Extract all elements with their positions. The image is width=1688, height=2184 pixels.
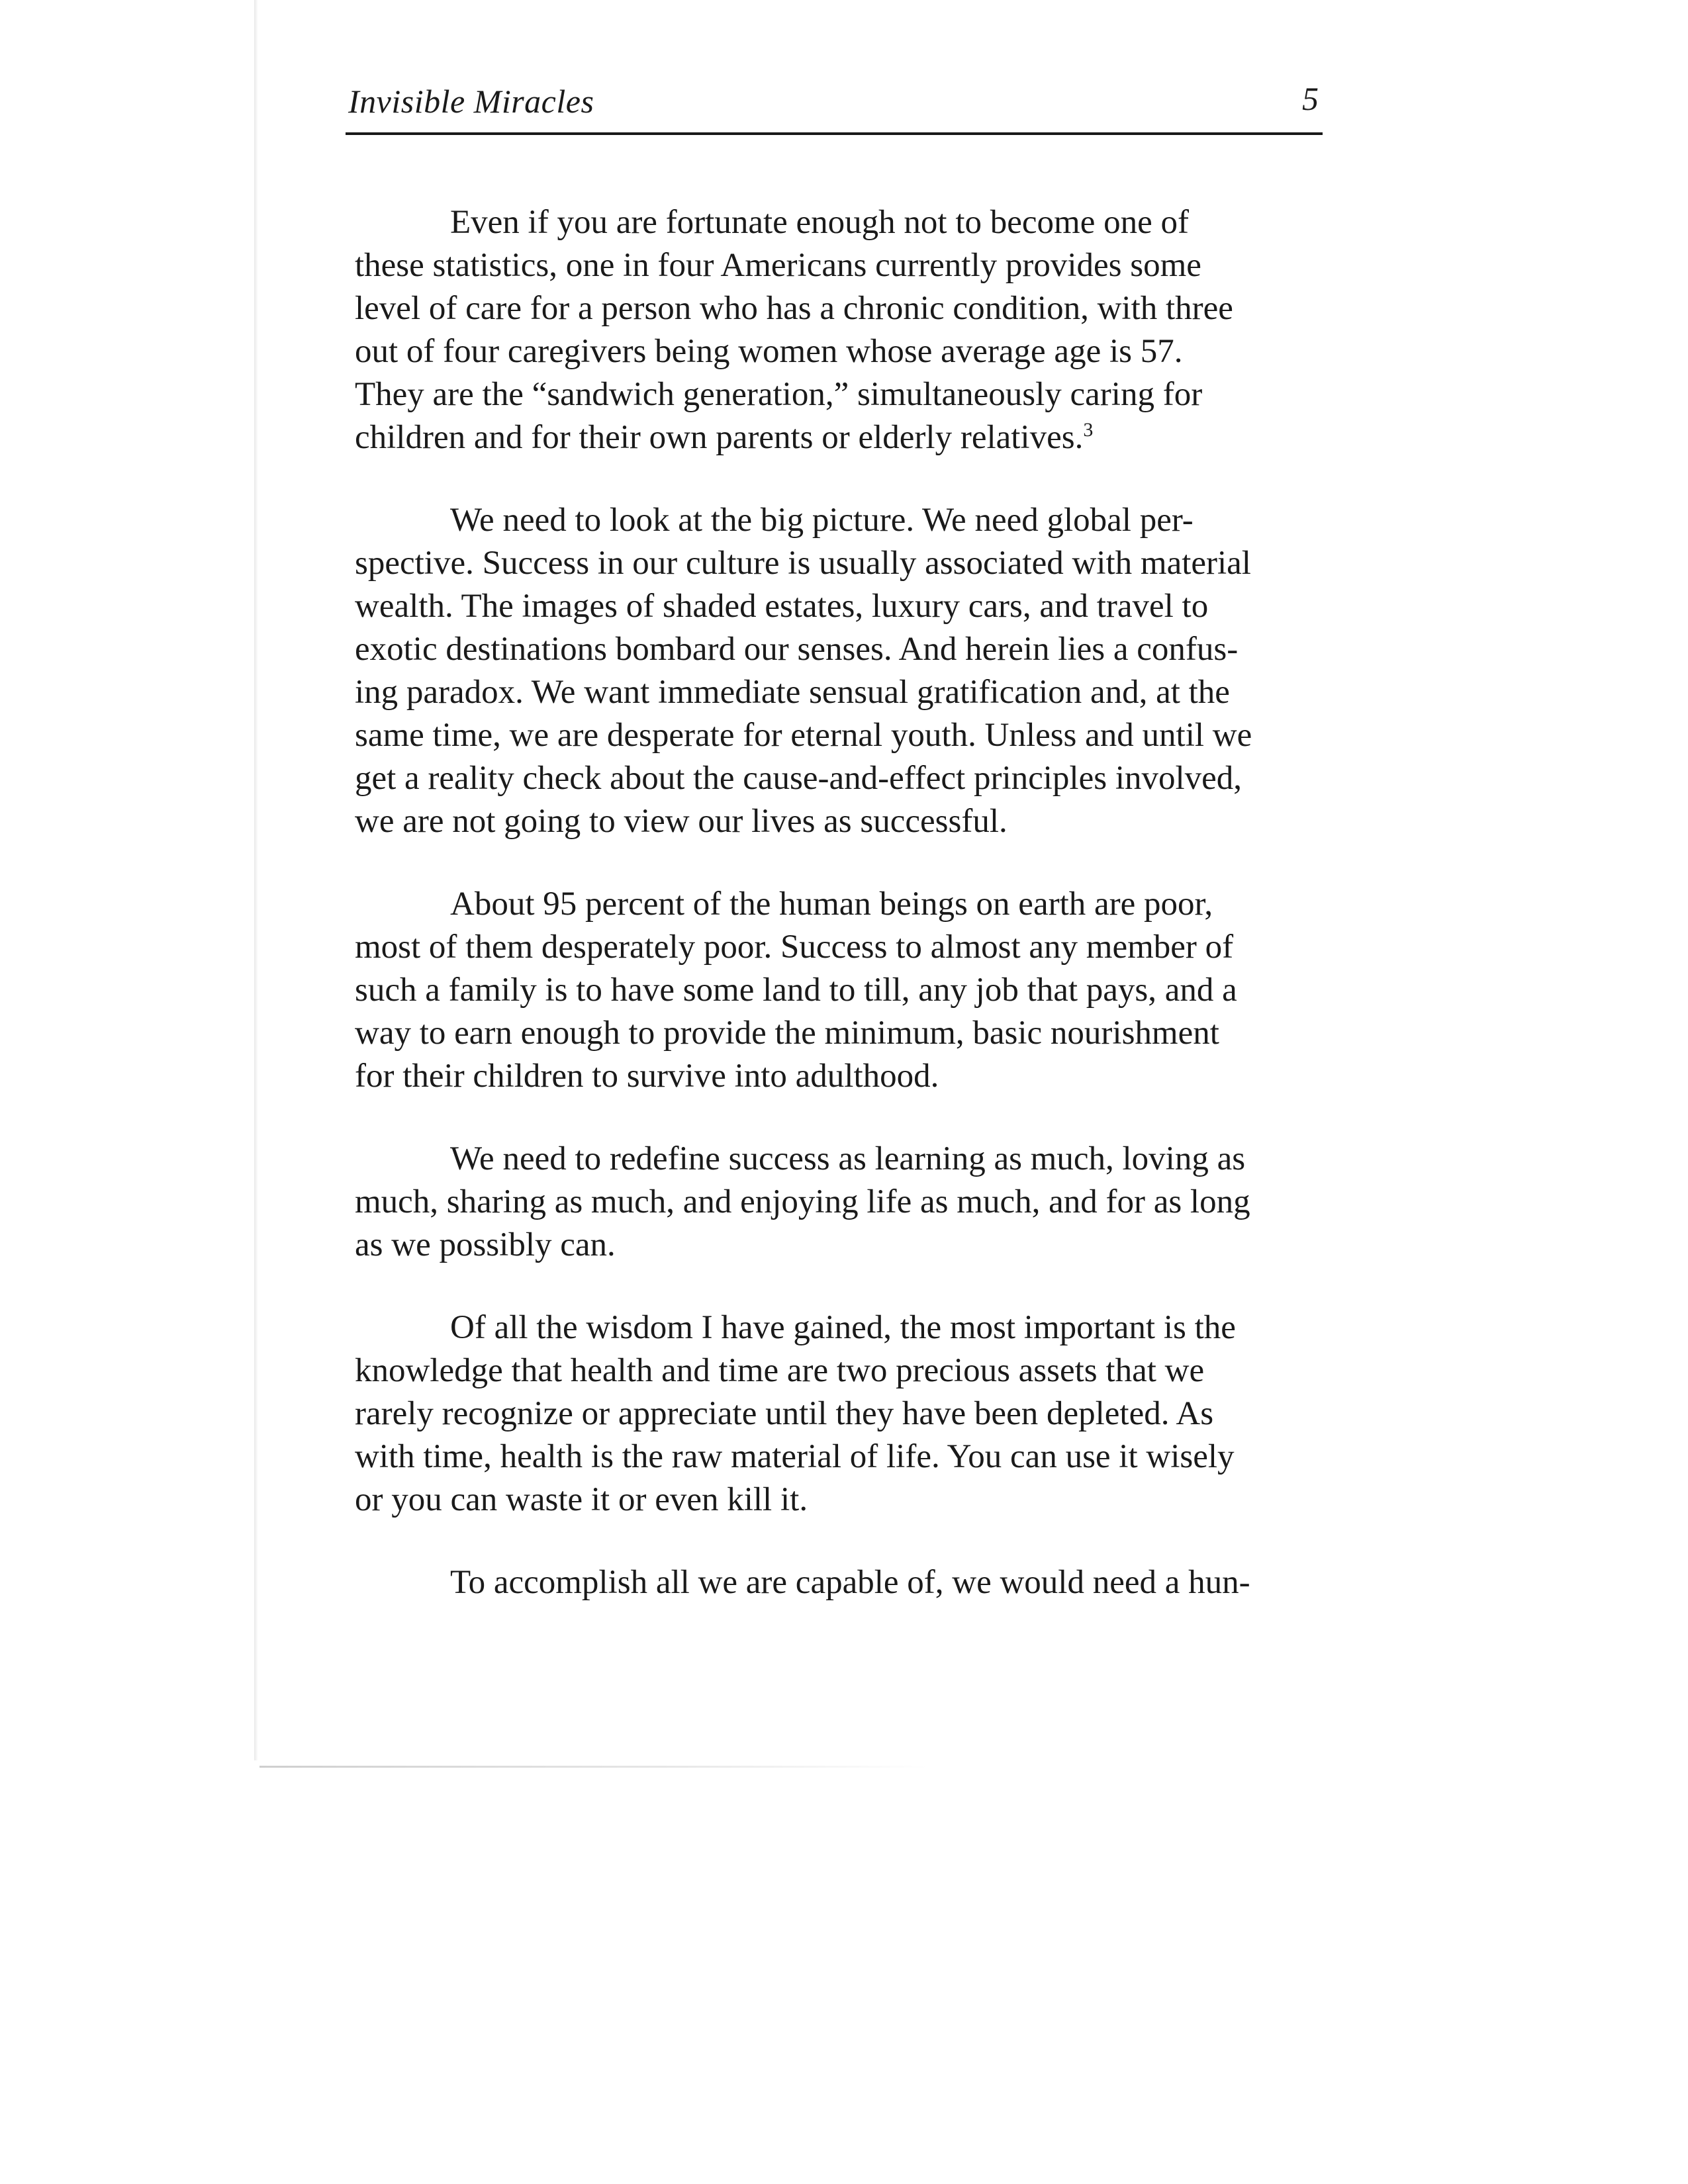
book-page — [346, 64, 1323, 1644]
text-line: with time, health is the raw material of life. You can use it wisely — [355, 1438, 1235, 1475]
text-line: They are the “sandwich generation,” simultaneously caring for — [355, 376, 1203, 413]
footnote-marker: 3 — [1083, 419, 1094, 441]
scan-bottom-edge — [259, 1766, 928, 1768]
text-line: for their children to survive into adulthood. — [355, 1058, 939, 1095]
running-title: Invisible Miracles — [348, 83, 594, 120]
text-line: same time, we are desperate for eternal youth. Unless and until we — [355, 717, 1252, 754]
text-line: ing paradox. We want immediate sensual gratification and, at the — [355, 674, 1230, 711]
paragraph-6 — [355, 1561, 1323, 1604]
text-line: most of them desperately poor. Success to almost any member of — [355, 929, 1234, 966]
paragraph-3 — [355, 883, 1323, 1098]
text-line: get a reality check about the cause-and-effect principles involved, — [355, 760, 1243, 797]
scan-page-edge — [254, 0, 258, 1760]
text-line: level of care for a person who has a chronic condition, with three — [355, 290, 1233, 327]
page-number: 5 — [1302, 80, 1319, 117]
text-line: About 95 percent of the human beings on earth are poor, — [450, 886, 1213, 923]
text-line: We need to redefine success as learning as much, loving as — [450, 1140, 1246, 1177]
text-line: wealth. The images of shaded estates, luxury cars, and travel to — [355, 588, 1209, 625]
text-line: these statistics, one in four Americans currently provides some — [355, 247, 1201, 284]
text-line-with-footnote — [355, 416, 1323, 459]
body-text — [346, 201, 1323, 1604]
text-line: Even if you are fortunate enough not to become one of — [450, 204, 1189, 241]
text-line: as we possibly can. — [355, 1226, 616, 1263]
paragraph-4 — [355, 1138, 1323, 1267]
paragraph-5 — [355, 1306, 1323, 1522]
text-line-content: children and for their own parents or elderly relatives. — [355, 419, 1084, 456]
text-line: such a family is to have some land to till, any job that pays, and a — [355, 972, 1237, 1009]
text-line: spective. Success in our culture is usually associated with material — [355, 545, 1251, 582]
text-line: knowledge that health and time are two precious assets that we — [355, 1352, 1205, 1389]
text-line: Of all the wisdom I have gained, the most important is the — [450, 1309, 1236, 1346]
text-line: we are not going to view our lives as successful. — [355, 803, 1008, 840]
running-head — [346, 64, 1323, 135]
paragraph-1 — [355, 201, 1323, 459]
text-line: exotic destinations bombard our senses. And herein lies a confus- — [355, 631, 1239, 668]
text-line: To accomplish all we are capable of, we would need a hun- — [450, 1564, 1250, 1601]
text-line: rarely recognize or appreciate until they have been depleted. As — [355, 1395, 1214, 1432]
text-line: way to earn enough to provide the minimum, basic nourishment — [355, 1015, 1219, 1052]
paragraph-2 — [355, 499, 1323, 843]
text-line: much, sharing as much, and enjoying life as much, and for as long — [355, 1183, 1250, 1220]
text-line: or you can waste it or even kill it. — [355, 1481, 808, 1518]
text-line: We need to look at the big picture. We need global per- — [450, 502, 1194, 539]
text-line: out of four caregivers being women whose average age is 57. — [355, 333, 1183, 370]
